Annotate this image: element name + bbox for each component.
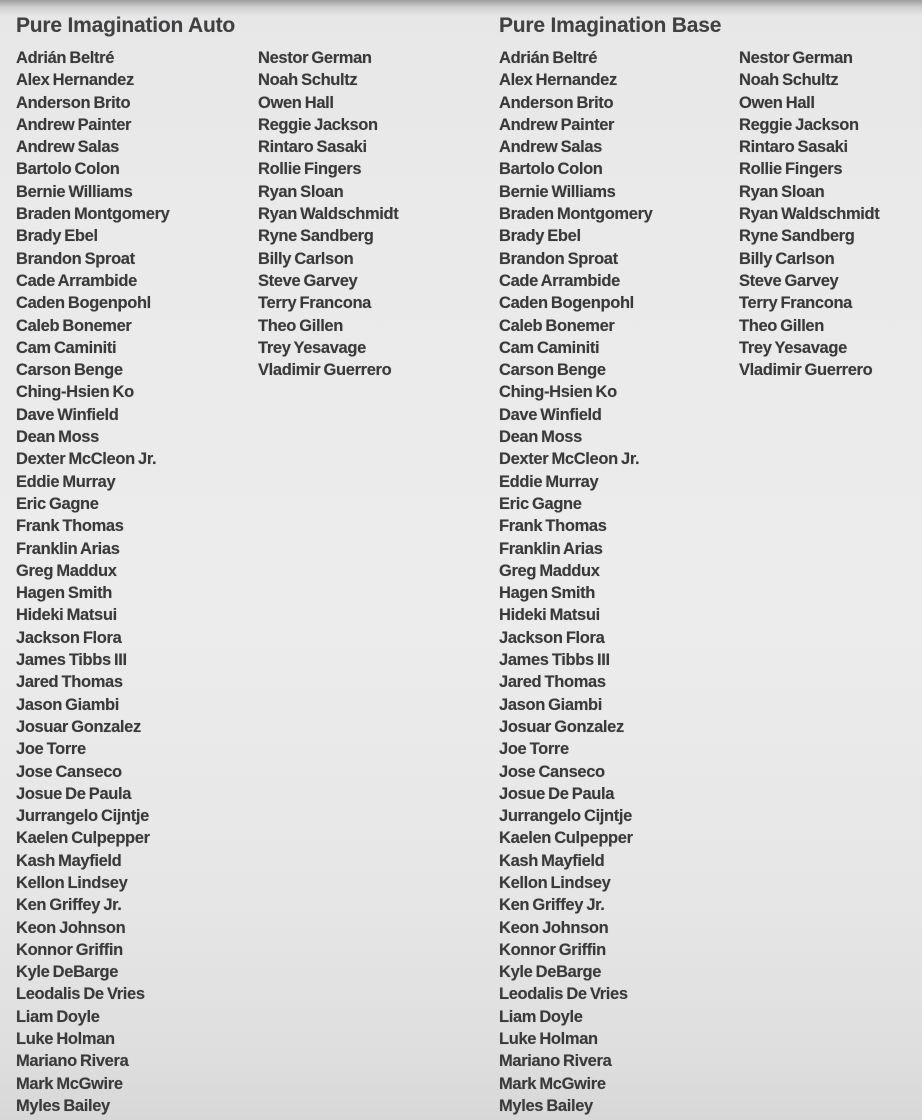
list-item: Kyle DeBarge [16, 963, 119, 982]
list-item: Reggie Jackson [739, 115, 859, 134]
section-pure-imagination-base [499, 0, 922, 1117]
list-item: Nestor German [258, 49, 372, 67]
list-item: Ryne Sandberg [258, 227, 374, 246]
list-item: Billy Carlson [258, 249, 354, 268]
list-item: Eddie Murray [499, 472, 599, 491]
list-item: Dexter McCleon Jr. [499, 450, 640, 469]
list-item: Andrew Salas [16, 138, 120, 157]
list-item: James Tibbs III [499, 651, 610, 670]
list-item: Josuar Gonzalez [16, 717, 141, 736]
list-item: Rollie Fingers [739, 160, 843, 179]
list-item: Konnor Griffin [499, 940, 606, 959]
list-item: Kaelen Culpepper [16, 829, 150, 848]
list-item: Jurrangelo Cijntje [499, 807, 632, 826]
list-item: Trey Yesavage [258, 338, 366, 357]
list-item: Adrián Beltré [16, 49, 115, 67]
list-item: Josue De Paula [499, 784, 615, 803]
list-item: Caleb Bonemer [16, 316, 132, 335]
list-item: Theo Gillen [739, 316, 824, 335]
list-item: Rintaro Sasaki [258, 138, 367, 157]
list-item: Vladimir Guerrero [258, 361, 392, 380]
list-item: Steve Garvey [258, 271, 358, 290]
list-item: Hagen Smith [16, 584, 112, 603]
list-item: Andrew Painter [499, 115, 615, 134]
list-item: Steve Garvey [739, 271, 839, 290]
list-item: Jackson Flora [499, 628, 605, 647]
list-item: Ching-Hsien Ko [16, 383, 134, 402]
name-columns-auto [16, 47, 458, 1117]
list-item: Caden Bogenpohl [499, 294, 634, 313]
list-item: Kash Mayfield [499, 851, 605, 870]
list-item: Braden Montgomery [16, 205, 170, 224]
list-item: Frank Thomas [499, 517, 607, 536]
list-item: Cade Arrambide [499, 271, 620, 290]
list-item: Ryan Sloan [739, 182, 825, 201]
list-item: Bernie Williams [499, 182, 616, 201]
list-item: Bartolo Colon [16, 160, 120, 179]
list-item: Theo Gillen [258, 316, 343, 335]
name-column [258, 47, 458, 1117]
list-item: Anderson Brito [499, 93, 614, 112]
list-item: Cam Caminiti [16, 338, 117, 357]
list-item: Ryan Sloan [258, 182, 344, 201]
list-item: Brady Ebel [16, 227, 98, 246]
list-item: Leodalis De Vries [16, 985, 145, 1004]
list-item: Kellon Lindsey [16, 873, 128, 892]
list-item: Luke Holman [16, 1030, 115, 1049]
list-item: Dave Winfield [16, 405, 119, 424]
list-item: Dexter McCleon Jr. [16, 450, 157, 469]
list-item: Ryan Waldschmidt [258, 205, 399, 224]
list-item: Konnor Griffin [16, 940, 123, 959]
list-item: Noah Schultz [739, 71, 839, 90]
list-item: Kyle DeBarge [499, 963, 602, 982]
list-item: Mark McGwire [16, 1074, 123, 1093]
list-item: Dean Moss [16, 428, 99, 447]
list-item: Carson Benge [16, 361, 123, 380]
list-item: Myles Bailey [16, 1096, 110, 1115]
list-item: Ken Griffey Jr. [499, 896, 605, 915]
list-item: Ryan Waldschmidt [739, 205, 880, 224]
list-item: Leodalis De Vries [499, 985, 628, 1004]
name-column [739, 47, 922, 1117]
list-item: Luke Holman [499, 1030, 598, 1049]
list-item: Nestor German [739, 49, 853, 67]
list-item: Eddie Murray [16, 472, 116, 491]
list-item: Liam Doyle [16, 1007, 100, 1026]
list-item: Kaelen Culpepper [499, 829, 633, 848]
list-item: Ryne Sandberg [739, 227, 855, 246]
list-item: Vladimir Guerrero [739, 361, 873, 380]
list-item: Josue De Paula [16, 784, 132, 803]
list-item: Anderson Brito [16, 93, 131, 112]
list-item: Kash Mayfield [16, 851, 122, 870]
list-item: Josuar Gonzalez [499, 717, 624, 736]
list-item: Caleb Bonemer [499, 316, 615, 335]
list-item: Owen Hall [258, 93, 334, 112]
list-item: Jason Giambi [16, 695, 120, 714]
section-pure-imagination-auto [16, 0, 458, 1117]
section-title-base: Pure Imagination Base [499, 14, 722, 37]
list-item: Alex Hernandez [16, 71, 134, 90]
list-item: Brandon Sproat [16, 249, 135, 268]
list-item: Keon Johnson [16, 918, 126, 937]
list-item: Eric Gagne [16, 494, 99, 513]
name-columns-base [499, 47, 922, 1117]
list-item: Mark McGwire [499, 1074, 606, 1093]
list-item: Terry Francona [739, 294, 853, 313]
list-item: Dean Moss [499, 428, 582, 447]
list-item: Keon Johnson [499, 918, 609, 937]
list-item: Rintaro Sasaki [739, 138, 848, 157]
list-item: Mariano Rivera [499, 1052, 612, 1071]
list-item: Trey Yesavage [739, 338, 847, 357]
list-item: Andrew Painter [16, 115, 132, 134]
section-title-auto: Pure Imagination Auto [16, 14, 236, 37]
list-item: Cade Arrambide [16, 271, 137, 290]
list-item: Liam Doyle [499, 1007, 583, 1026]
list-item: Hideki Matsui [16, 606, 117, 625]
list-item: Myles Bailey [499, 1096, 593, 1115]
list-item: Hagen Smith [499, 584, 595, 603]
list-item: Kellon Lindsey [499, 873, 611, 892]
list-item: Bernie Williams [16, 182, 133, 201]
list-item: Rollie Fingers [258, 160, 362, 179]
list-item: Greg Maddux [499, 561, 600, 580]
list-item: Mariano Rivera [16, 1052, 129, 1071]
list-item: Ken Griffey Jr. [16, 896, 122, 915]
list-item: Jason Giambi [499, 695, 603, 714]
list-item: Cam Caminiti [499, 338, 600, 357]
list-item: Ching-Hsien Ko [499, 383, 617, 402]
list-item: Franklin Arias [499, 539, 603, 558]
list-item: Owen Hall [739, 93, 815, 112]
list-item: Billy Carlson [739, 249, 835, 268]
list-item: Carson Benge [499, 361, 606, 380]
list-item: Reggie Jackson [258, 115, 378, 134]
list-item: Joe Torre [499, 740, 569, 759]
list-item: Braden Montgomery [499, 205, 653, 224]
list-item: Jurrangelo Cijntje [16, 807, 149, 826]
list-item: Andrew Salas [499, 138, 603, 157]
list-item: Joe Torre [16, 740, 86, 759]
name-column [16, 47, 258, 1117]
list-item: Bartolo Colon [499, 160, 603, 179]
name-column [499, 47, 739, 1117]
list-item: Eric Gagne [499, 494, 582, 513]
list-item: Brandon Sproat [499, 249, 618, 268]
list-item: Jared Thomas [499, 673, 606, 692]
list-item: Jose Canseco [499, 762, 605, 781]
list-item: Greg Maddux [16, 561, 117, 580]
list-item: Dave Winfield [499, 405, 602, 424]
list-item: Frank Thomas [16, 517, 124, 536]
list-item: Jared Thomas [16, 673, 123, 692]
list-item: Jackson Flora [16, 628, 122, 647]
list-item: Hideki Matsui [499, 606, 600, 625]
list-item: James Tibbs III [16, 651, 127, 670]
list-item: Caden Bogenpohl [16, 294, 151, 313]
list-item: Jose Canseco [16, 762, 122, 781]
list-item: Terry Francona [258, 294, 372, 313]
list-item: Noah Schultz [258, 71, 358, 90]
list-item: Franklin Arias [16, 539, 120, 558]
list-item: Adrián Beltré [499, 49, 598, 67]
list-item: Alex Hernandez [499, 71, 617, 90]
list-item: Brady Ebel [499, 227, 581, 246]
